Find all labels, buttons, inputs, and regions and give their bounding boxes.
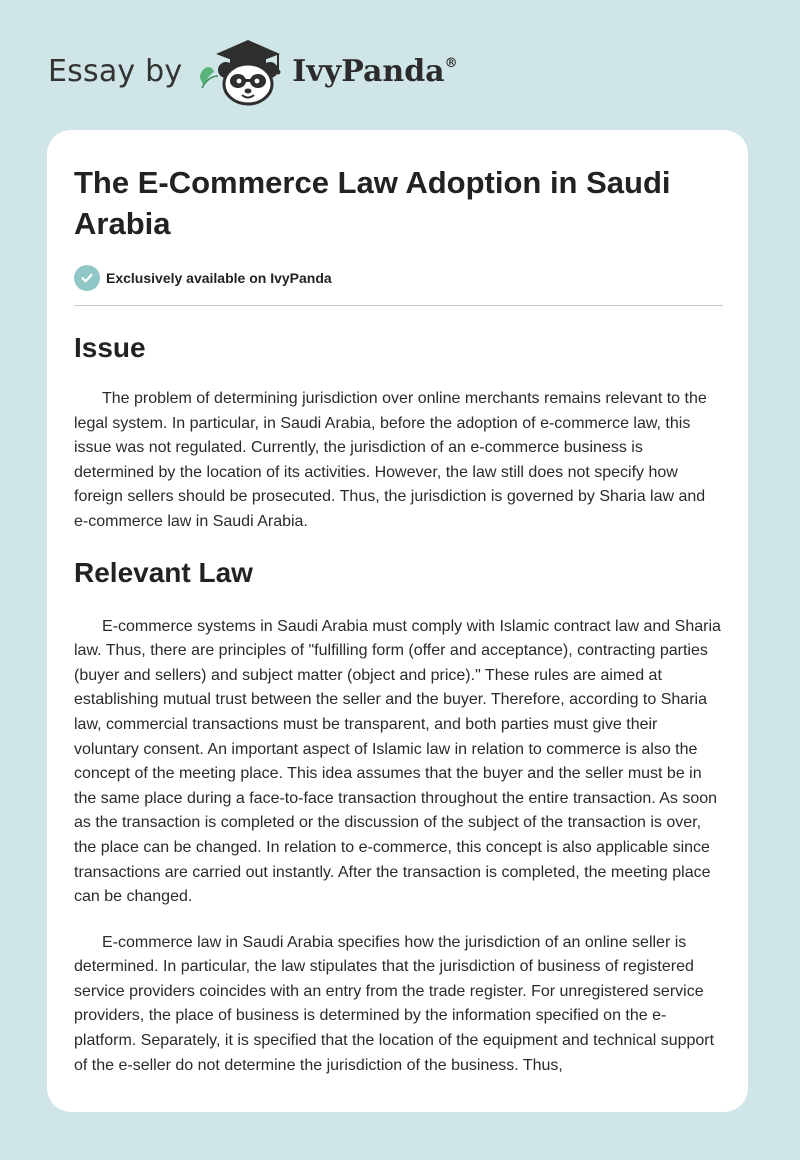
page-title: The E-Commerce Law Adoption in Saudi Arabia <box>74 165 671 241</box>
brand-name: IvyPanda® <box>292 53 458 89</box>
ivypanda-logo-icon[interactable] <box>196 36 288 106</box>
check-circle-icon <box>74 265 100 291</box>
section-heading-issue: Issue <box>74 332 146 363</box>
paragraph: E-commerce law in Saudi Arabia specifies how the jurisdiction of an online seller is determined. In particular, the law stipulates that the jurisdiction of business of registered service providers coincides with an entry from the trade register. For unregistered service providers, the place of business is determined by the information specified on the e-platform. Separately, it is specified that the location of the equipment and technical support of the e-seller do not determine the jurisdiction of the business. Thus, <box>74 933 715 1074</box>
essay-card <box>47 130 748 1112</box>
paragraph: E-commerce systems in Saudi Arabia must comply with Islamic contract law and Sharia law. Thus, there are principles of "fulfilling form (offer and acceptance), contracting parties (buyer and sellers) and subject matter (object and price)." These rules are aimed at establishing mutual trust between the seller and the buyer. Therefore, according to Sharia law, commercial transactions must be transparent, and both parties must give their voluntary consent. An important aspect of Islamic law in relation to commerce is also the concept of the meeting place. This idea assumes that the buyer and the seller must be in the same place during a face-to-face transaction throughout the entire transaction. As soon as the transaction is completed or the discussion of the subject of the transaction is over, the place can be changed. In relation to e-commerce, this concept is also applicable since transactions are carried out instantly. After the transaction is completed, the meeting place can be changed. <box>74 617 721 906</box>
exclusive-badge <box>74 264 723 292</box>
essay-by-label: Essay by <box>48 53 183 89</box>
divider <box>74 305 723 306</box>
section-heading-relevant-law: Relevant Law <box>74 556 253 588</box>
registered-mark: ® <box>444 55 458 71</box>
essay-content <box>74 162 723 1078</box>
paragraph: The problem of determining jurisdiction over online merchants remains relevant to the legal system. In particular, in Saudi Arabia, before the adoption of e-commerce law, this issue was not regulated. Currently, the jurisdiction of an e-commerce business is determined by the location of its activities. However, the law still does not specify how foreign sellers should be prosecuted. Thus, the jurisdiction is governed by Sharia law and e-commerce law in Saudi Arabia. <box>74 390 707 530</box>
site-header <box>48 36 458 106</box>
exclusive-label: Exclusively available on IvyPanda <box>106 270 332 286</box>
